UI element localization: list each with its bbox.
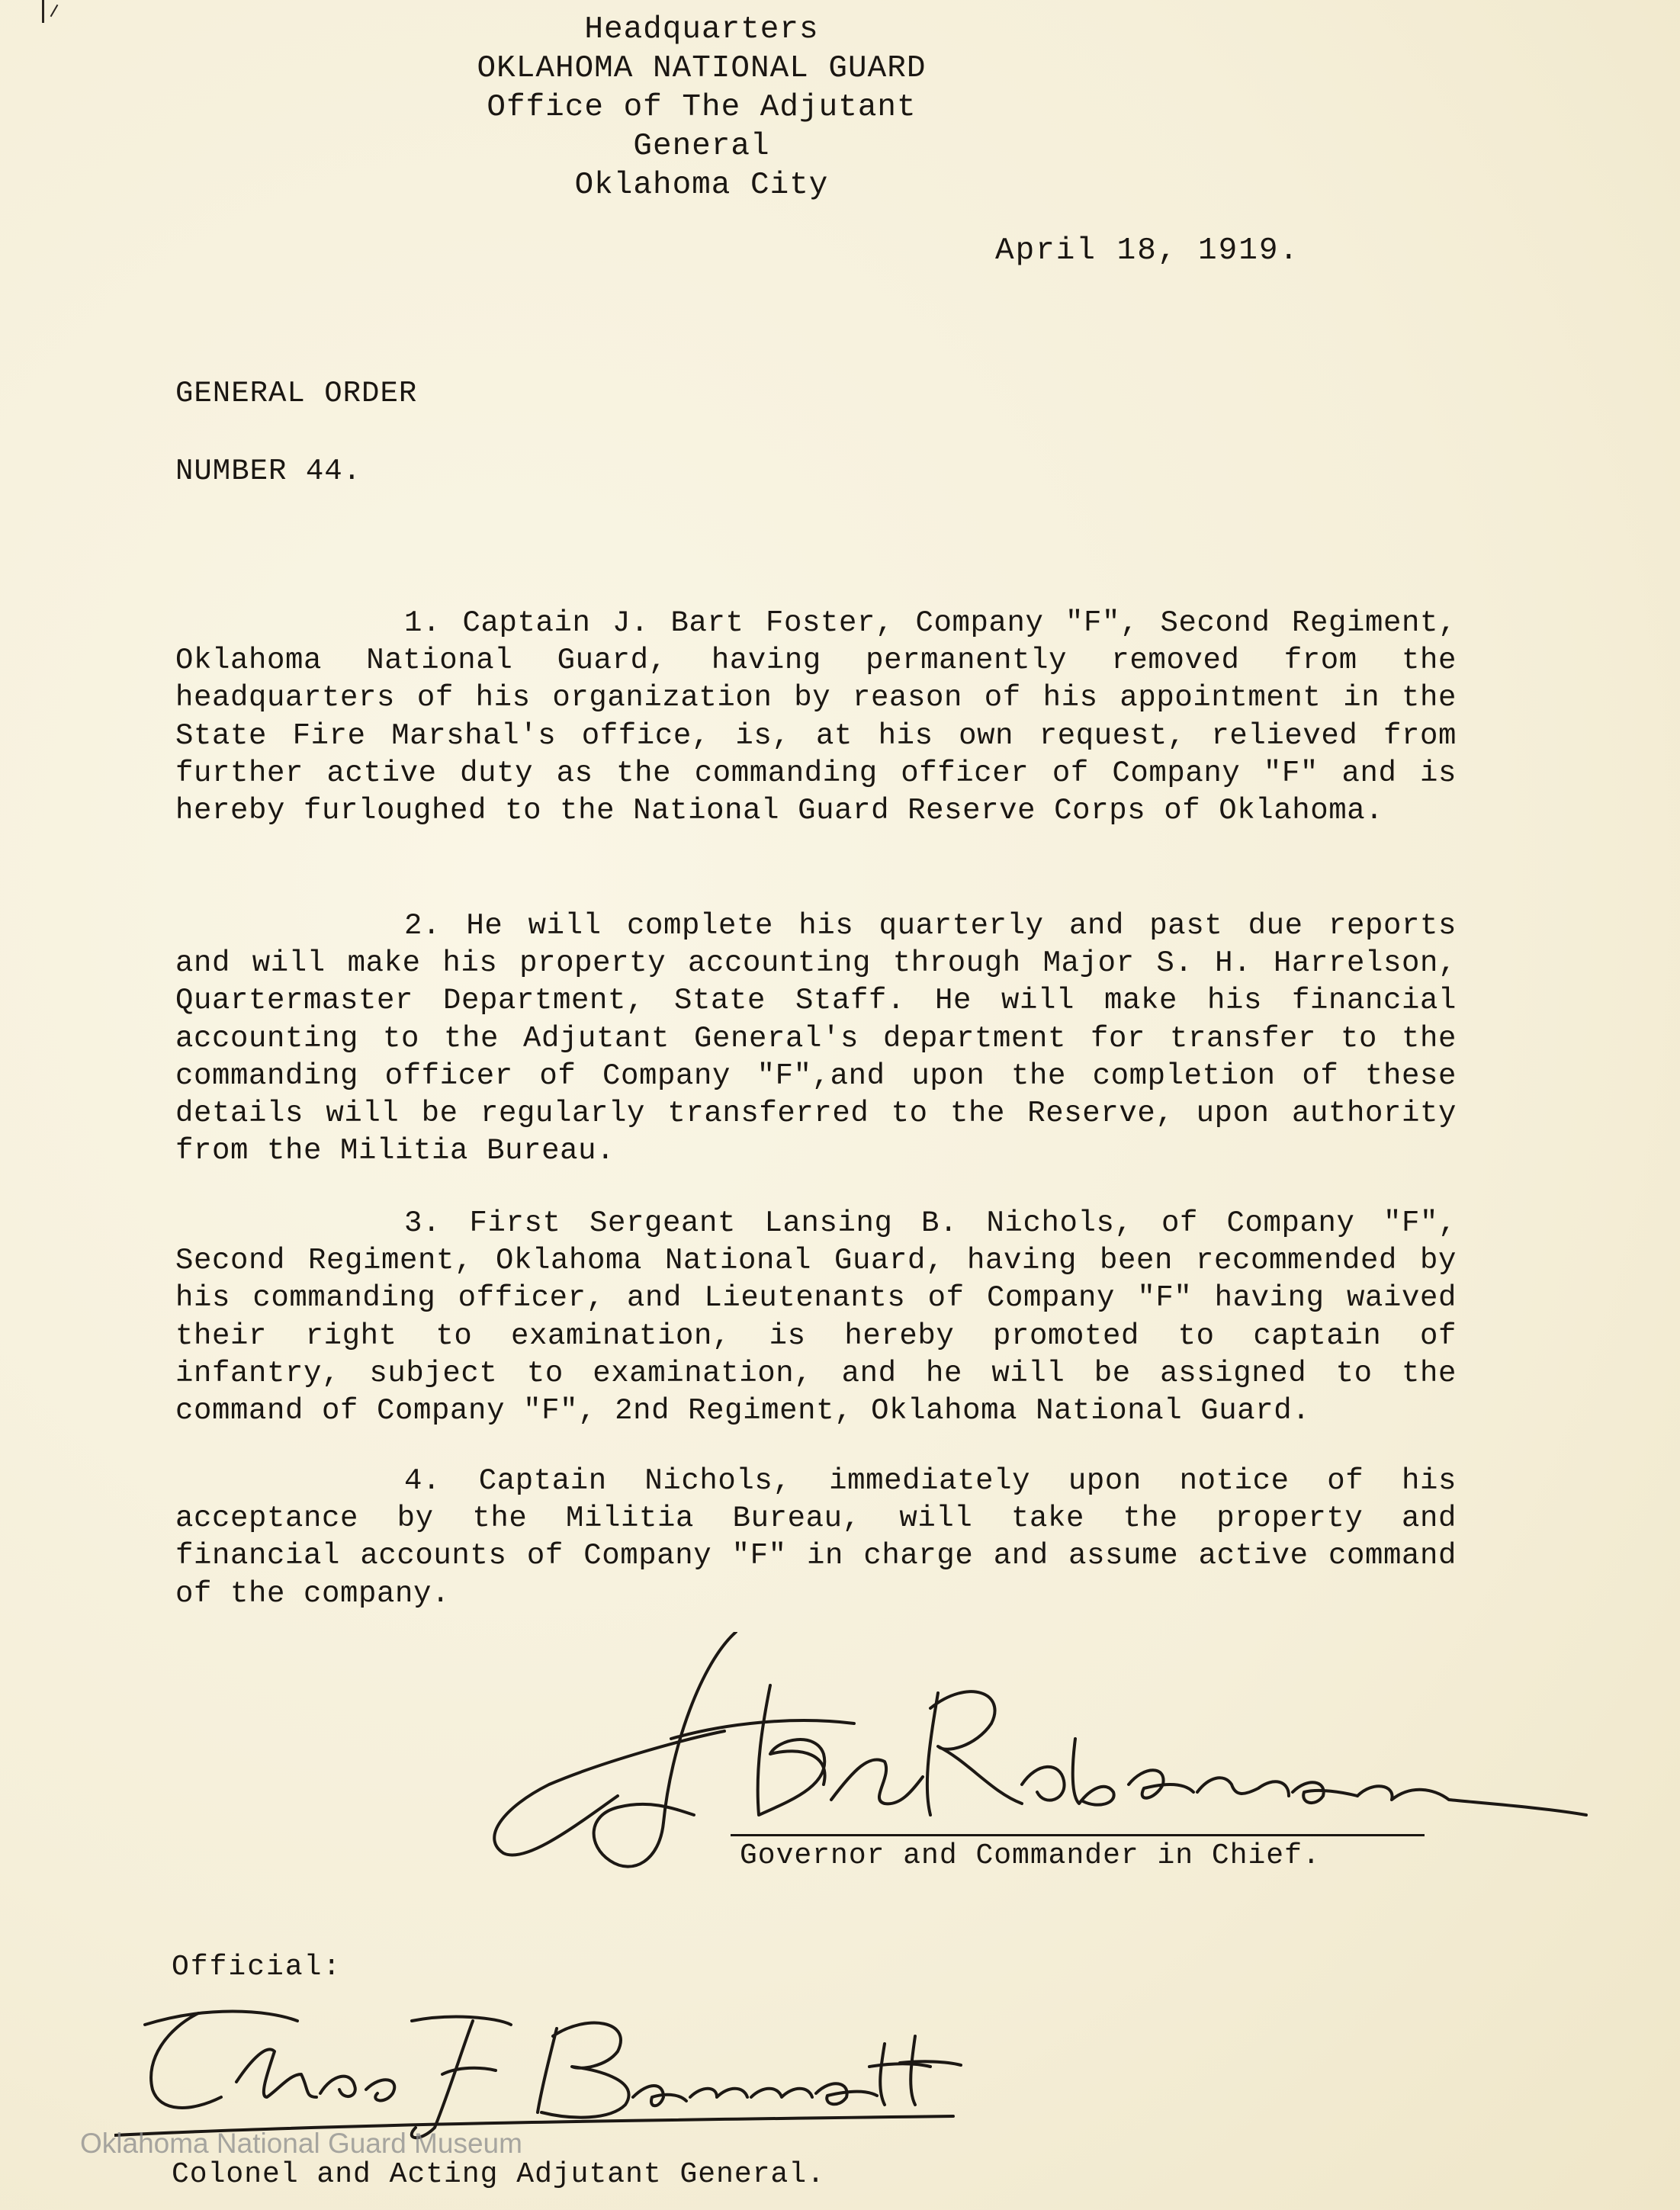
order-paragraph: 1. Captain J. Bart Foster, Company "F", Second Regiment, Oklahoma National Guard, having permanently removed from the headquarters of his organization by reason of his appointment in the State Fire Marshal's office, is, at his own request, relieved from further active duty as the commanding officer of Company "F" and is hereby furloughed to the National Guard Reserve Corps of Oklahoma. [175,606,1457,828]
adjutant-signature [114,1990,991,2143]
margin-mark [50,5,59,18]
order-paragraph: 4. Captain Nichols, immediately upon notice of his acceptance by the Militia Bureau, will take the property and financial accounts of Company "F" in charge and assume active command of the company. [175,1464,1457,1611]
letterhead-line: Oklahoma City [574,168,829,203]
order-paragraph: 3. First Sergeant Lansing B. Nichols, of Company "F", Second Regiment, Oklahoma National Guard, having been recommended by his commanding officer, and Lieutenants of Company "F" having waived their right to examination, is hereby promoted to captain of infantry, subject to examination, and he will be assigned to the command of Company "F", 2nd Regiment, Oklahoma National Guard. [175,1206,1457,1428]
order-title: GENERAL ORDER [175,377,418,410]
adjutant-title: Colonel and Acting Adjutant General. [172,2158,825,2191]
museum-watermark: Oklahoma National Guard Museum [80,2128,522,2159]
governor-title: Governor and Commander in Chief. [740,1839,1321,1872]
letterhead [427,11,976,205]
document-date: April 18, 1919. [995,233,1300,268]
order-paragraph: 2. He will complete his quarterly and past due reports and will make his property accounting through Major S. H. Harrelson, Quartermaster Department, State Staff. He will make his financial accounting to the Adjutant General's department for transfer to the commanding officer of Company "F",and upon the completion of these details will be regularly transferred to the Reserve, upon authority from the Militia Bureau. [175,909,1457,1168]
margin-mark [42,0,44,23]
letterhead-line: OKLAHOMA NATIONAL GUARD [477,51,927,86]
order-number: NUMBER 44. [175,455,362,488]
official-label: Official: [172,1951,342,1984]
letterhead-line: Headquarters [584,12,819,47]
signature-line [731,1834,1425,1836]
letterhead-line: Office of The Adjutant General [487,90,917,164]
